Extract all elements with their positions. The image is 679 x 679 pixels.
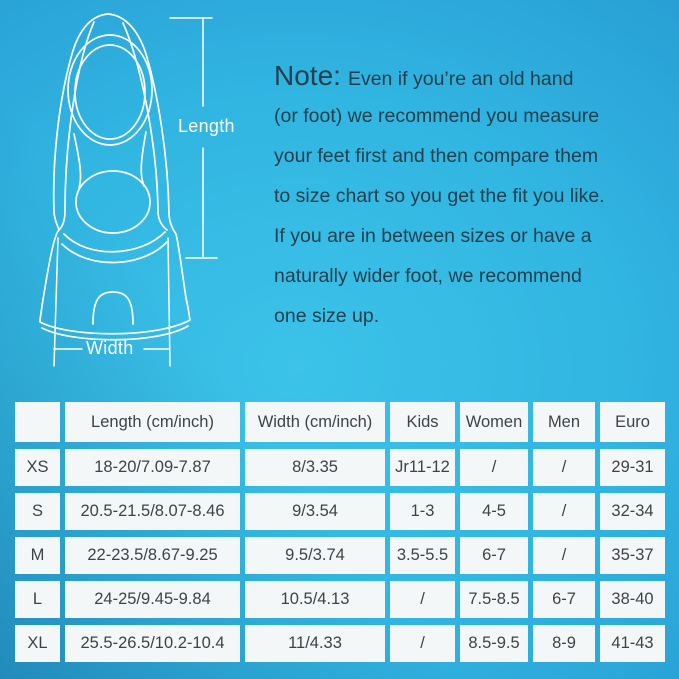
data-cell: 1-3	[390, 493, 455, 530]
note-block	[274, 56, 676, 336]
header-cell: Women	[460, 402, 528, 442]
swim-fin-illustration	[18, 6, 258, 374]
size-label-cell: M	[15, 537, 60, 574]
data-cell: 9.5/3.74	[245, 537, 385, 574]
data-cell: Jr11-12	[390, 449, 455, 486]
note-line	[274, 56, 676, 96]
header-cell: Length (cm/inch)	[65, 402, 240, 442]
data-cell: 11/4.33	[245, 625, 385, 662]
size-label-cell: XL	[15, 625, 60, 662]
data-cell: 38-40	[600, 581, 665, 618]
size-label-cell: XS	[15, 449, 60, 486]
note-line: naturally wider foot, we recommend	[274, 265, 582, 287]
header-cell: Width (cm/inch)	[245, 402, 385, 442]
data-cell: /	[533, 449, 595, 486]
length-dimension-line	[170, 18, 217, 258]
note-heading: Note:	[274, 60, 341, 91]
data-cell: /	[460, 449, 528, 486]
data-cell: 3.5-5.5	[390, 537, 455, 574]
note-line: one size up.	[274, 305, 380, 327]
data-cell: 8.5-9.5	[460, 625, 528, 662]
size-chart	[15, 402, 665, 662]
width-label: Width	[86, 338, 134, 358]
data-cell: 6-7	[460, 537, 528, 574]
data-cell: 8/3.35	[245, 449, 385, 486]
note-line: If you are in between sizes or have a	[274, 225, 592, 247]
size-label-cell: L	[15, 581, 60, 618]
data-cell: /	[533, 537, 595, 574]
data-cell: /	[390, 581, 455, 618]
header-cell-empty	[15, 402, 60, 442]
data-cell: 25.5-26.5/10.2-10.4	[65, 625, 240, 662]
length-label: Length	[178, 116, 235, 136]
header-cell: Men	[533, 402, 595, 442]
size-label-cell: S	[15, 493, 60, 530]
fin-diagram	[18, 6, 258, 374]
note-line: to size chart so you get the fit you like.	[274, 185, 605, 207]
note-line: your feet first and then compare them	[274, 145, 599, 167]
header-cell: Kids	[390, 402, 455, 442]
data-cell: 41-43	[600, 625, 665, 662]
data-cell: /	[533, 493, 595, 530]
data-cell: 4-5	[460, 493, 528, 530]
note-text: Even if you’re an old hand	[347, 68, 574, 90]
data-cell: 29-31	[600, 449, 665, 486]
data-cell: 24-25/9.45-9.84	[65, 581, 240, 618]
data-cell: 22-23.5/8.67-9.25	[65, 537, 240, 574]
data-cell: 10.5/4.13	[245, 581, 385, 618]
data-cell: 7.5-8.5	[460, 581, 528, 618]
header-cell: Euro	[600, 402, 665, 442]
data-cell: 6-7	[533, 581, 595, 618]
data-cell: 35-37	[600, 537, 665, 574]
data-cell: 18-20/7.09-7.87	[65, 449, 240, 486]
note-line: (or foot) we recommend you measure	[274, 105, 600, 127]
data-cell: /	[390, 625, 455, 662]
data-cell: 20.5-21.5/8.07-8.46	[65, 493, 240, 530]
data-cell: 32-34	[600, 493, 665, 530]
data-cell: 8-9	[533, 625, 595, 662]
data-cell: 9/3.54	[245, 493, 385, 530]
